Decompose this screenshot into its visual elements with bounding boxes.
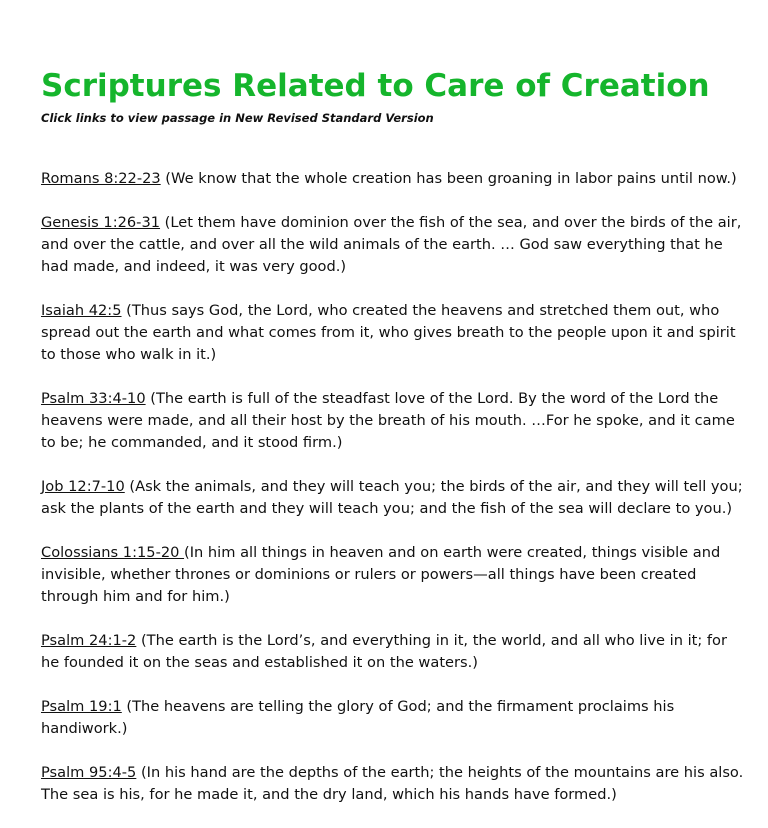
scripture-link-psalm-33-4-10[interactable]: Psalm 33:4-10 — [41, 390, 146, 407]
scripture-link-job-12-7-10[interactable]: Job 12:7-10 — [41, 478, 125, 495]
scripture-entry — [41, 300, 746, 366]
scripture-link-psalm-24-1-2[interactable]: Psalm 24:1-2 — [41, 632, 137, 649]
page-subtitle: Click links to view passage in New Revised Standard Version — [41, 111, 434, 125]
scripture-excerpt: (In him all things in heaven and on earth were created, things visible and invisible, whether thrones or dominions or rulers or powers—all things have been created through him and for him.) — [41, 544, 721, 605]
scripture-entry — [41, 476, 746, 520]
scripture-entry — [41, 542, 746, 608]
scripture-excerpt: (We know that the whole creation has been groaning in labor pains until now.) — [160, 170, 737, 187]
scripture-link-psalm-95-4-5[interactable]: Psalm 95:4-5 — [41, 764, 137, 781]
scripture-excerpt: (The heavens are telling the glory of God; and the firmament proclaims his handiwork.) — [41, 698, 675, 737]
scripture-excerpt: (Ask the animals, and they will teach you; the birds of the air, and they will tell you; ask the plants of the earth and they will teach you; and the fish of the sea will declare to you.) — [41, 478, 743, 517]
scripture-entry — [41, 388, 746, 454]
scripture-excerpt: (Thus says God, the Lord, who created the heavens and stretched them out, who spread out the earth and what comes from it, who gives breath to the people upon it and spirit to those who walk in it.) — [41, 302, 736, 363]
scripture-excerpt: (In his hand are the depths of the earth; the heights of the mountains are his also. The sea is his, for he made it, and the dry land, which his hands have formed.) — [41, 764, 744, 803]
scripture-excerpt: (The earth is the Lord’s, and everything in it, the world, and all who live in it; for he founded it on the seas and established it on the waters.) — [41, 632, 727, 671]
scripture-entry — [41, 630, 746, 674]
scripture-link-romans-8-22-23[interactable]: Romans 8:22-23 — [41, 170, 161, 187]
scripture-link-colossians-1-15-20[interactable]: Colossians 1:15-20 — [41, 544, 185, 561]
scripture-link-genesis-1-26-31[interactable]: Genesis 1:26-31 — [41, 214, 161, 231]
scripture-link-isaiah-42-5[interactable]: Isaiah 42:5 — [41, 302, 122, 319]
scripture-entry — [41, 168, 746, 190]
scripture-excerpt: (Let them have dominion over the fish of the sea, and over the birds of the air, and over the cattle, and over all the wild animals of the earth. … God saw everything that he had made, and indeed, it was very good.) — [41, 214, 742, 275]
scripture-excerpt: (The earth is full of the steadfast love of the Lord. By the word of the Lord the heavens were made, and all their host by the breath of his mouth. …For he spoke, and it came to be; he commanded, and it stood firm.) — [41, 390, 735, 451]
scripture-entry — [41, 762, 746, 806]
scripture-list — [41, 168, 746, 828]
scripture-entry — [41, 212, 746, 278]
scripture-link-psalm-19-1[interactable]: Psalm 19:1 — [41, 698, 122, 715]
page-title: Scriptures Related to Care of Creation — [41, 68, 710, 104]
scripture-entry — [41, 696, 746, 740]
